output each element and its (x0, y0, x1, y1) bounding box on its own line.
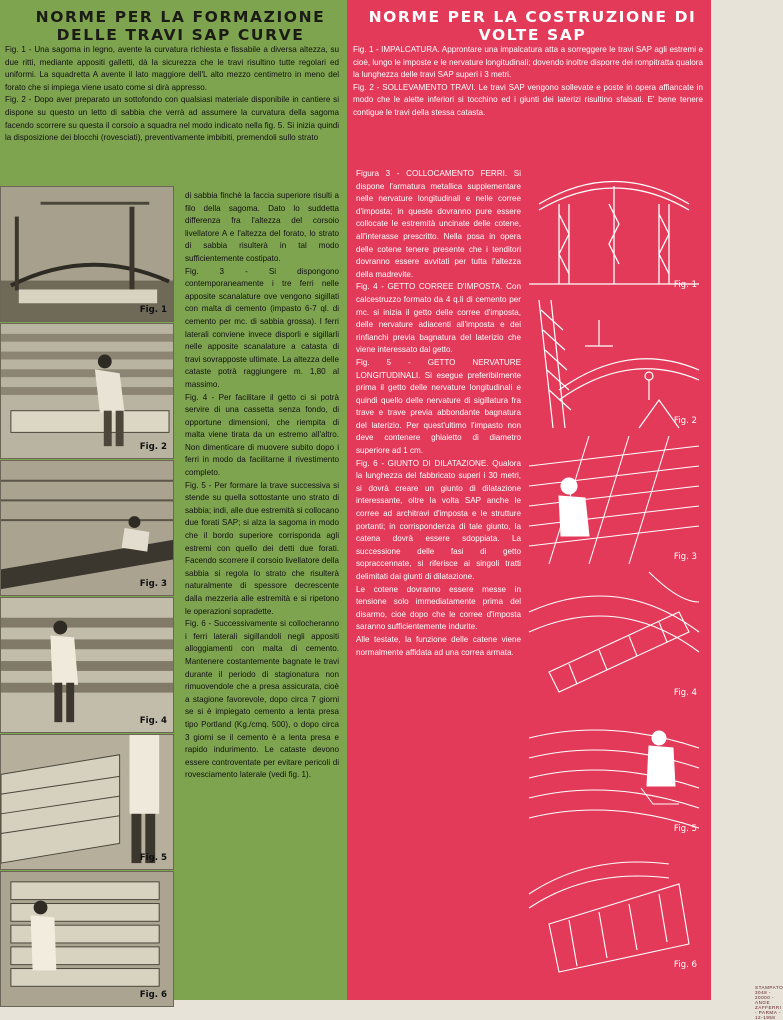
drawing-fig-3 (529, 436, 699, 564)
drawing-fig-6 (529, 844, 699, 972)
photo-worker-icon (1, 324, 173, 458)
scaffold-arch-icon (529, 164, 699, 292)
expansion-joint-icon (529, 844, 699, 972)
drawing-fig-5 (529, 708, 699, 836)
photo-fig-6 (0, 871, 174, 1007)
right-title: NORME PER LA COSTRUZIONE DI VOLTE SAP (368, 8, 697, 44)
rebar-placement-icon (529, 436, 699, 564)
drawing-fig-4 (529, 572, 699, 700)
lifting-beam-icon (529, 300, 699, 428)
drawing-caption: Fig. 6 (673, 960, 697, 970)
left-intro-paragraph: Fig. 2 - Dopo aver preparato un sottofondo con qualsiasi materiale disponibile in cantiere si dispone su questo un letto di sabbia che verrà ad assumere la curvatura della sagoma facendo scorrere su questa il corsoio a squadra nel modo indicato nella fig. 5. Si inizia quindi la disposizione dei blocchi (rovesciati), preventivamente imbibiti, premendoli sullo strato (5, 95, 339, 143)
drawing-caption: Fig. 1 (673, 280, 697, 290)
photo-caption: Fig. 2 (139, 442, 167, 452)
photo-casting-icon (1, 461, 173, 595)
right-intro-paragraph: Fig. 1 - IMPALCATURA. Approntare una impalcatura atta a sorreggere le travi SAP agli estremi e cioè, lungo le imposte e le nervature longitudinali; dovendo inoltre disporre dei rompitratta qualora la lunghezza delle travi SAP superi i 3 metri. (353, 45, 703, 80)
drawing-caption: Fig. 5 (673, 824, 697, 834)
photo-leveling-icon (1, 735, 173, 869)
photo-caption: Fig. 4 (139, 716, 167, 726)
rib-casting-icon (529, 708, 699, 836)
drawing-caption: Fig. 2 (673, 416, 697, 426)
photo-fig-1 (0, 186, 174, 322)
photo-stacking-icon (1, 598, 173, 732)
right-panel (347, 0, 783, 1020)
left-photo-column (0, 186, 180, 1008)
right-drawing-column (529, 164, 705, 980)
photo-formwork-icon (1, 187, 173, 321)
left-paragraph: Fig. 5 - Per formare la trave successiva si stende su quella sottostante uno strato di sabbia; indi, alle due estremità si collocano due forati SAP; si alza la sagoma in modo che il bordo superiore corrisponda agli estremi con quello dei detti due forati. Facendo scorrere il corsoio livellatore della sabbia si regola lo strato che risulterà naturalmente di spessore decrescente dalla mezzeria alle estremità e si ripetono le operazioni sopradette. (185, 480, 339, 616)
photo-caption: Fig. 3 (139, 579, 167, 589)
right-paragraph: Alle testate, la funzione delle catene viene normalmente affidata ad una correa armata. (356, 634, 521, 657)
photo-caption: Fig. 6 (139, 990, 167, 1000)
right-paragraph: Fig. 6 - GIUNTO DI DILATAZIONE. Qualora la lunghezza del fabbricato superi i 30 metri, si dovrà creare un giunto di dilatazione interessante, oltre la volta SAP anche le corree ad architravi d'imposta e le strutture portanti; in corrispondenza di tale giunto, la catena dovrà essere sdoppiata. La successione delle fasi di getto sopraccennate, si riferisce ai singoli tratti delimitati dai giunti di dilatazione. (356, 458, 521, 581)
photo-caption: Fig. 1 (139, 305, 167, 315)
left-paragraph: di sabbia finchè la faccia superiore risulti a filo della sagoma. Dato lo suddetta differenza fra l'altezza del corsoio livellatore A e l'altezza del forato, lo strato di sabbia risulterà in tal modo sufficientemente costipato. (185, 191, 339, 263)
photo-fig-3 (0, 460, 174, 596)
right-paragraph: Fig. 4 - GETTO CORREE D'IMPOSTA. Con calcestruzzo formato da 4 q.li di cemento per mc. si inizia il getto delle corree d'imposta, delle nervature adiacenti all'imposta e dei rinfianchi previa bagnatura del laterizio che viene interessato dal getto. (356, 282, 521, 355)
right-paragraph: Figura 3 - COLLOCAMENTO FERRI. Si dispone l'armatura metallica supplementare nelle nervature longitudinali e nelle corree d'imposta; in queste dovranno pure essere collocate le estremità uncinate delle cotene, all'interasse prescritto. Nella posa in opera delle cotene tenere presente che i tenditori dovranno essere avvitati per tutta l'altezza della madrevite. (356, 169, 521, 279)
left-paragraph: Fig. 4 - Per facilitare il getto ci si potrà servire di una cassetta senza fondo, di opportune dimensioni, che riempita di malta viene tirata da un estremo all'altro. Non dimenticare di muovere subito dopo i ferri in modo da facilitarne il rivestimento completo. (185, 392, 339, 478)
left-intro-text (5, 44, 339, 145)
drawing-fig-1 (529, 164, 699, 292)
print-footer: STAMPATO 3048 - 20000 - ANGE ZAFFERRI - PARMA - 12-1958 (755, 985, 783, 1020)
photo-fig-5 (0, 734, 174, 870)
left-panel (0, 0, 347, 1000)
right-intro-text (353, 44, 703, 120)
photo-fig-4 (0, 597, 174, 733)
impost-casting-icon (529, 572, 699, 700)
right-paragraph: Le cotene dovranno essere messe in tensione solo immediatamente prima del disarmo, cioè dopo che le corree d'imposta saranno sufficientemente indurite. (356, 584, 521, 632)
left-paragraph: Fig. 6 - Successivamente si collocheranno i ferri laterali sigillandoli negli appositi alloggiamenti con malta di cemento. Mantenere costantemente bagnate le travi durante il periodo di stagionatura non rimuovendole che a presa assicurata, cioè a stagione favorevole, dopo circa 7 giorni se si è impiegato cemento a lenta presa tipo Portland (Kg./cmq. 500), o dopo circa 3 giorni se il cemento è a lenta presa e rapido indurimento. Le cataste devono essere controventate per evitare pericoli di rovesciamento laterale (vedi fig. 1). (185, 619, 339, 780)
photo-fig-2 (0, 323, 174, 459)
photo-caption: Fig. 5 (139, 853, 167, 863)
left-title: NORME PER LA FORMAZIONE DELLE TRAVI SAP CURVE (35, 8, 326, 44)
drawing-caption: Fig. 4 (673, 688, 697, 698)
drawing-caption: Fig. 3 (673, 552, 697, 562)
right-intro-paragraph: Fig. 2 - SOLLEVAMENTO TRAVI. Le travi SAP vengono sollevate e poste in opera affiancate in modo che le alette inferiori si tocchino ed i giunti dei laterizi risultino sfalsati. E' bene tenere contigue le travi della stessa catasta. (353, 82, 703, 117)
left-column-text (185, 190, 339, 782)
drawing-fig-2 (529, 300, 699, 428)
left-intro-paragraph: Fig. 1 - Una sagoma in legno, avente la curvatura richiesta e fissabile a diversa altezza, su due ritti, mediante appositi galletti, dà la sicurezza che le travi risultino tutte regolari ed uniformi. La squadretta A avente il lato maggiore dell'L alto mezzo centimetro in meno del forato che si impiega viene usato come si dirà appresso. (5, 45, 339, 92)
right-paragraph: Fig. 5 - GETTO NERVATURE LONGITUDINALI. Si esegue preferibilmente prima il getto delle nervature longitudinali e quindi quello delle nervature di sigillatura fra trave e trave previa abbondante bagnatura del laterizio. Per quest'ultimo l'impasto non deve contenere ghiaietto di diametro superiore ad 1 cm. (356, 357, 521, 456)
photo-stack-icon (1, 872, 173, 1006)
right-column-text (356, 168, 521, 659)
left-paragraph: Fig. 3 - Si dispongono contemporaneamente i tre ferri nelle apposite scanalature ove vengono sigillati con malta di cemento (impasto 6-7 ql. di cemento per mc. di sabbia grossa). I ferri laterali conviene invece disporli e sigillarli nelle apposite scanalature a catasta di travi sovrapposte ultimate. La altezza delle cataste potrà raggiungere m. 1,80 al massimo. (185, 266, 339, 389)
